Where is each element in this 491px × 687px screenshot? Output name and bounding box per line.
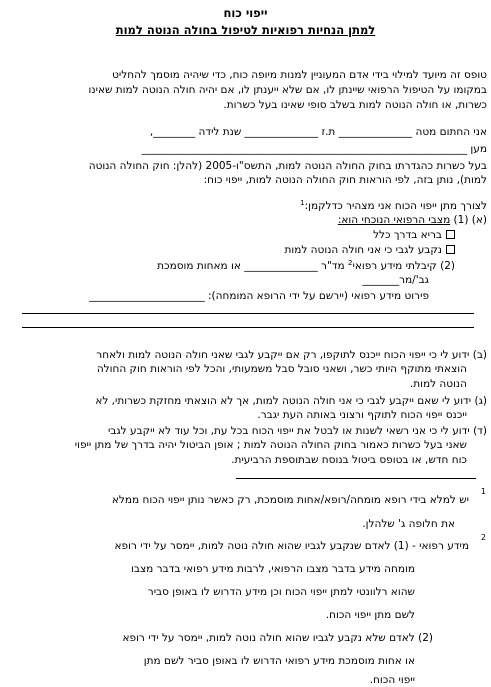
item-d-line-1: (ד) ידוע לי כי אני רשאי לשנות או לבטל את ייפוי הכוח בכל עת, וכל עוד לא ייקבע לגבי bbox=[107, 425, 487, 437]
item-d-line-2: שאני בעל כשרות כאמור בחוק החולה הנוטה למות ; אופן הביטול יהיה בדרך של מתן ייפוי bbox=[74, 439, 467, 451]
item-g-line-1: (ג) ידוע לי שאם ייקבע לגבי כי אני חולה הנוטה למות, אך לא הוצאתי מחזקת כשרותי, לא bbox=[95, 395, 487, 407]
item-a2-line2[interactable]: גב'/מר_______ bbox=[362, 274, 429, 286]
checkbox-option-healthy[interactable] bbox=[373, 229, 455, 242]
checkbox-healthy-label: בריא בדרך כלל bbox=[373, 229, 442, 241]
footnote-2b-line-3: ייפוי הכוח. bbox=[369, 674, 415, 686]
item-a2-prefix: (2) bbox=[440, 260, 455, 272]
checkbox-option-terminal[interactable] bbox=[284, 244, 455, 257]
blank-line-1[interactable] bbox=[22, 313, 474, 314]
identity-line-4: למות), נותן בזה, לפי הוראות חוק החולה הנוטה למות, ייפוי כוח: bbox=[203, 174, 487, 186]
identity-line-2[interactable]: מען ______________________________________________________________ bbox=[141, 143, 487, 155]
item-g-line-2: ייכנס ייפוי הכוח לתוקף ורצוני באותה העת יגבר. bbox=[257, 409, 467, 421]
item-a1 bbox=[338, 214, 487, 227]
blank-line-2[interactable] bbox=[22, 327, 474, 328]
item-b-line-2: הוצאתי מתוקף היותי כשר, ושאני סובל סבל משמעותי, והכל לפי הוראות חוק החולה bbox=[96, 363, 467, 375]
footnote-mark-2: 2 bbox=[348, 259, 353, 267]
document-subtitle: למתן הנחיות רפואיות לטיפול בחולה הנוטה למות bbox=[115, 23, 376, 37]
checkbox-terminal[interactable] bbox=[446, 245, 455, 254]
footnote-2-number: 2 bbox=[480, 533, 486, 542]
item-a2-text: קיבלתי מידע רפואי bbox=[352, 260, 437, 272]
document-title: ייפוי כוח bbox=[223, 6, 268, 20]
item-a1-label: מצבי הרפואי הנוכחי הוא: bbox=[337, 214, 451, 226]
intro-line-1: טופס זה מיועד למילוי בידי אדם המעוניין למנות מיופה כוח, כדי שיהיה מוסמך להחליט bbox=[112, 69, 487, 81]
item-b-line-1: (ב) ידוע לי כי ייפוי הכוח ייכנס לתוקפו, רק אם ייקבע לגבי שאני חולה הנוטה למות ולאחר bbox=[96, 349, 487, 361]
footnote-2a-line-3: שהוא רלוונטי למתן ייפוי הכוח וכן מידע הדרוש לו באופן סביר bbox=[147, 586, 415, 598]
intro-line-2: במקומו על הטיפול הרפואי שיינתן לו, אם שלא ייענתן לו, אם יהיה חולה הנוטה למות שאינו bbox=[88, 84, 487, 96]
footnote-2a-line-2: מומחה מידע בדבר מצבו הרפואי, לרבות מידע רפואי בדבר מצבו bbox=[131, 563, 415, 575]
footnote-separator bbox=[236, 478, 476, 479]
footnote-2a-line-1: מידע רפואי - (1) לאדם שנקבע לגביו שהוא חולה נוטה למות, יימסר על ידי רופא bbox=[114, 540, 469, 552]
footnote-2a-line-4: לשם מתן ייפוי הכוח. bbox=[325, 609, 415, 621]
footnote-mark-1: 1 bbox=[300, 199, 305, 207]
intro-line-3: כשרות, או חולה הנוטה למות בשלב סופי שאינו בעל כשרות. bbox=[223, 99, 487, 111]
identity-line-3: בעל כשרות כהגדרתו בחוק החולה הנוטה למות, התשס"ו-2005 (להלן: חוק החולה הנוטה bbox=[88, 160, 487, 172]
section-intro-text: לצורך מתן ייפוי הכוח אני מצהיר כדלקמן: bbox=[304, 200, 487, 212]
section-intro bbox=[300, 200, 487, 213]
footnote-1-number: 1 bbox=[480, 487, 486, 496]
footnote-1-line-1: יש למלא בידי רופא מומחה/רופא/אחות מוסמכת, רק כאשר נותן ייפוי הכוח ממלא bbox=[111, 494, 469, 506]
footnote-1-line-2: את חלופה ג' שלהלן. bbox=[362, 518, 455, 530]
item-a2 bbox=[157, 260, 455, 273]
item-b-line-3: הנוטה למות. bbox=[409, 378, 467, 390]
footnote-2b-line-2: או אחות מוסמכת מידע רפואי הדרוש לו באופן סביר לשם מתן bbox=[143, 655, 415, 667]
item-a2-rest[interactable]: מד"ר ______________ או מאחות מוסמכת bbox=[157, 260, 345, 272]
footnote-2b-line-1: (2) לאדם שלא נקבע לגביו שהוא חולה נוטה למות, יימסר על ידי רופא bbox=[122, 632, 433, 644]
item-d-line-3: כוח חדש, או בטופס ביטול בנוסח שבתוספת הרביעית. bbox=[231, 454, 467, 466]
item-a1-prefix: (א) (1) bbox=[453, 214, 487, 226]
checkbox-terminal-label: נקבע לגבי כי אני חולה הנוטה למות bbox=[284, 244, 442, 256]
identity-line-1[interactable]: אני החתום מטה ______________ ת.ז ______________ שנת לידה ________, bbox=[149, 126, 487, 138]
checkbox-healthy[interactable] bbox=[446, 230, 455, 239]
medical-detail-label[interactable]: פירוט מידע רפואי (יירשם על ידי הרופא המומחה): ______________________ bbox=[89, 290, 429, 302]
